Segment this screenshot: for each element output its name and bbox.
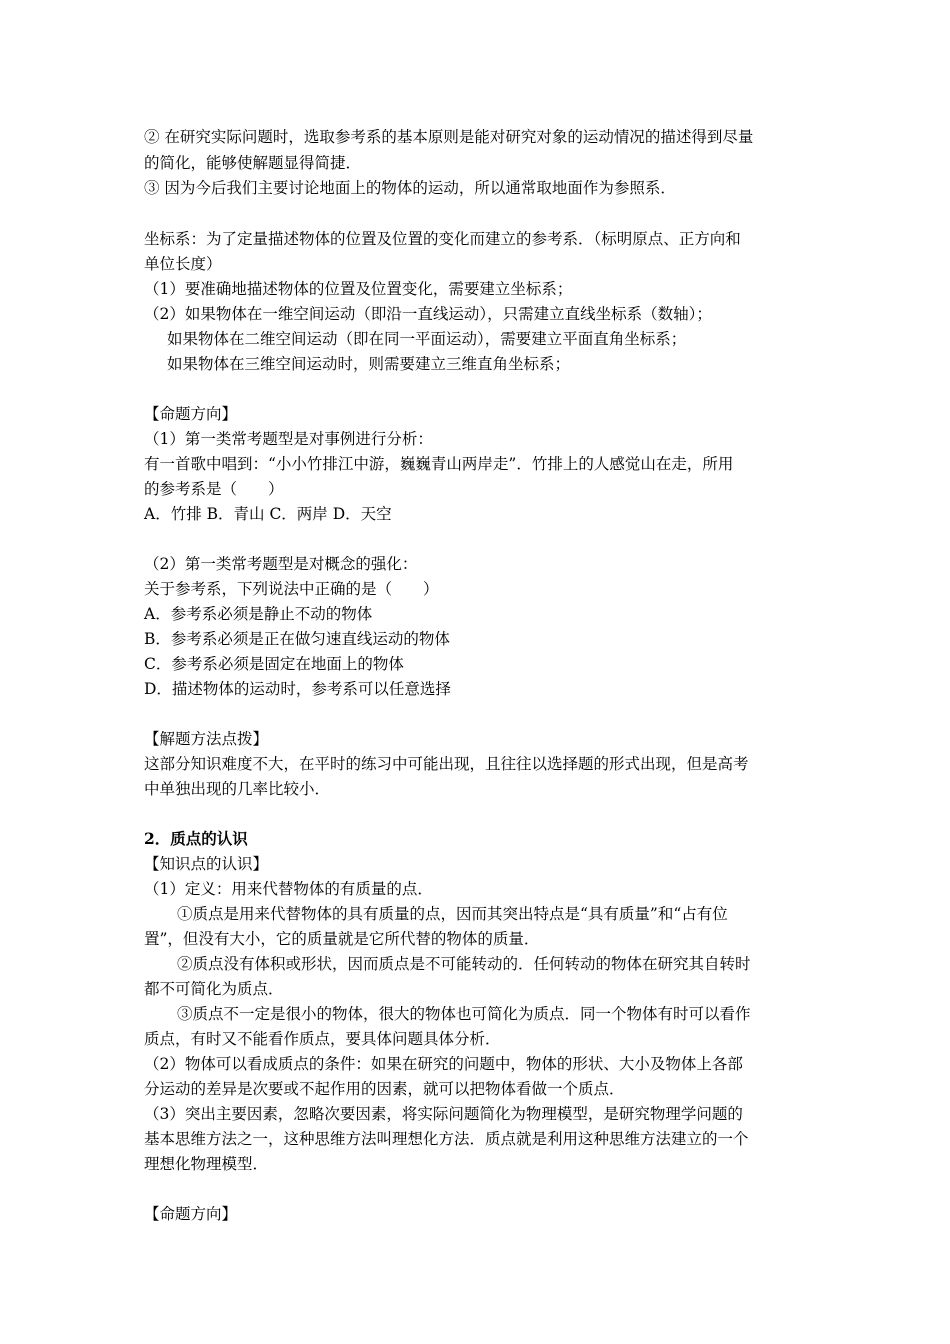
answer-options: A．竹排 B．青山 C．两岸 D．天空 [144,505,392,523]
section-heading: 【知识点的认识】 [144,855,269,873]
section-title: 2．质点的认识 [144,829,248,848]
text-line: （1）要准确地描述物体的位置及位置变化，需要建立坐标系； [144,280,573,298]
question-text: 关于参考系，下列说法中正确的是（ ） [144,580,439,598]
question-text: 的参考系是（ ） [144,480,284,498]
text-line: （2）物体可以看成质点的条件：如果在研究的问题中，物体的形状、大小及物体上各部 [144,1055,743,1073]
text-line: （2）如果物体在一维空间运动（即沿一直线运动），只需建立直线坐标系（数轴）； [144,305,712,323]
text-line: ③ 因为今后我们主要讨论地面上的物体的运动，所以通常取地面作为参照系． [144,179,676,197]
section-heading: 【命题方向】 [144,405,238,423]
text-line: 如果物体在三维空间运动时，则需要建立三维直角坐标系； [167,355,571,373]
text-line: 坐标系：为了定量描述物体的位置及位置的变化而建立的参考系．（标明原点、正方向和 [144,230,741,248]
section-heading: 【命题方向】 [144,1205,238,1223]
answer-option: B．参考系必须是正在做匀速直线运动的物体 [144,630,450,648]
text-line: 的简化，能够使解题显得简捷． [144,154,362,172]
text-line: 理想化物理模型． [144,1155,269,1173]
answer-option: D．描述物体的运动时，参考系可以任意选择 [144,680,451,698]
text-line: ② 在研究实际问题时，选取参考系的基本原则是能对研究对象的运动情况的描述得到尽量 [144,128,754,146]
text-line: （3）突出主要因素，忽略次要因素，将实际问题简化为物理模型，是研究物理学问题的 [144,1105,743,1123]
section-heading: 【解题方法点拨】 [144,730,269,748]
answer-option: C．参考系必须是固定在地面上的物体 [144,655,404,673]
text-line: 置”，但没有大小，它的质量就是它所代替的物体的质量． [144,930,540,948]
text-line: ②质点没有体积或形状，因而质点是不可能转动的．任何转动的物体在研究其自转时 [177,955,751,973]
text-line: （2）第一类常考题型是对概念的强化： [144,555,418,573]
text-line: 质点，有时又不能看作质点，要具体问题具体分析． [144,1030,501,1048]
text-line: 基本思维方法之一，这种思维方法叫理想化方法．质点就是利用这种思维方法建立的一个 [144,1130,749,1148]
answer-option: A．参考系必须是静止不动的物体 [144,605,373,623]
text-line: ③质点不一定是很小的物体，很大的物体也可简化为质点．同一个物体有时可以看作 [177,1005,751,1023]
text-line: （1）定义：用来代替物体的有质量的点． [144,880,433,898]
text-line: ①质点是用来代替物体的具有质量的点，因而其突出特点是“具有质量”和“占有位 [177,905,728,923]
text-line: 如果物体在二维空间运动（即在同一平面运动），需要建立平面直角坐标系； [167,330,687,348]
text-line: （1）第一类常考题型是对事例进行分析： [144,430,433,448]
text-line: 中单独出现的几率比较小． [144,780,331,798]
text-line: 这部分知识难度不大，在平时的练习中可能出现，且往往以选择题的形式出现，但是高考 [144,755,749,773]
text-line: 都不可简化为质点． [144,980,284,998]
text-line: 分运动的差异是次要或不起作用的因素，就可以把物体看做一个质点． [144,1080,625,1098]
text-line: 单位长度） [144,255,222,273]
question-text: 有一首歌中唱到：“小小竹排江中游，巍巍青山两岸走”．竹排上的人感觉山在走，所用 [144,455,734,473]
